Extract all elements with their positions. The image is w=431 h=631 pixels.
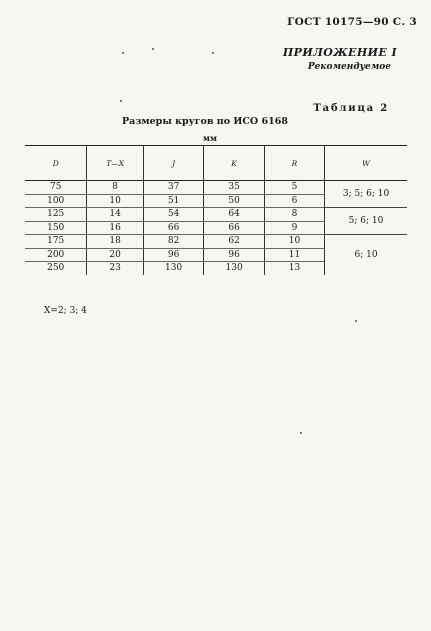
- table-cell: 35: [204, 181, 265, 195]
- table-cell: 130: [143, 262, 204, 275]
- table-cell: 130: [204, 262, 265, 275]
- scan-speck: [152, 48, 154, 50]
- table-cell: 150: [25, 221, 87, 235]
- w-group-cell: 6; 10: [325, 235, 407, 275]
- table-cell: 10: [264, 235, 324, 249]
- sizes-table: [25, 145, 407, 275]
- table-cell: 82: [143, 235, 204, 249]
- scan-speck: [355, 320, 357, 322]
- table-cell: 50: [204, 194, 265, 208]
- table-cell: 62: [204, 235, 265, 249]
- table-row: [25, 208, 407, 222]
- appendix-subtitle: Рекомендуемое: [307, 62, 391, 72]
- column-header-k: K: [204, 146, 265, 181]
- table-cell: 250: [47, 263, 65, 274]
- table-cell: 96: [204, 248, 265, 262]
- table-title: Размеры кругов по ИСО 6168: [122, 116, 288, 127]
- column-header-w: W: [325, 146, 407, 181]
- table-cell: 6: [264, 194, 324, 208]
- table-cell: 13: [264, 262, 324, 275]
- table-cell: 51: [143, 194, 204, 208]
- scan-speck: [212, 52, 214, 54]
- table-cell: 14: [87, 208, 143, 222]
- column-header-j: J: [143, 146, 204, 181]
- table-cell: 23: [87, 262, 143, 275]
- scan-speck: [122, 52, 124, 54]
- table-cell: 66: [143, 221, 204, 235]
- table-cell: 8: [87, 181, 143, 195]
- table-cell: 5: [264, 181, 324, 195]
- table-cell: 10: [87, 194, 143, 208]
- w-group-cell: 3; 5; 6; 10: [325, 181, 407, 208]
- table-cell: 64: [204, 208, 265, 222]
- table-cell: 11: [264, 248, 324, 262]
- table-header-row: [25, 146, 407, 181]
- appendix-title: ПРИЛОЖЕНИЕ I: [282, 46, 397, 59]
- table-cell: 54: [143, 208, 204, 222]
- table-cell: 18: [87, 235, 143, 249]
- table-cell: 175: [25, 235, 87, 249]
- column-header-d: D: [25, 146, 87, 181]
- unit-label: мм: [203, 133, 217, 143]
- table-cell: 16: [87, 221, 143, 235]
- table-cell: 75: [25, 181, 87, 195]
- table-cell: 8: [264, 208, 324, 222]
- table-cell: 125: [25, 208, 87, 222]
- scan-speck: [300, 432, 302, 434]
- table-label: Таблица 2: [313, 103, 389, 114]
- table-cell: 96: [143, 248, 204, 262]
- table-cell: 20: [87, 248, 143, 262]
- table-cell: 66: [204, 221, 265, 235]
- table-row: [25, 235, 407, 249]
- w-group-cell: 5; 6; 10: [325, 208, 407, 235]
- column-header-t-x: T—X: [87, 146, 143, 181]
- scan-speck: [120, 100, 122, 102]
- table-cell: 100: [25, 194, 87, 208]
- page-header-code: ГОСТ 10175—90 С. 3: [287, 16, 417, 28]
- table-footnote: X=2; 3; 4: [44, 306, 87, 316]
- column-header-r: R: [264, 146, 324, 181]
- table-cell: 200: [25, 248, 87, 262]
- table-row: [25, 181, 407, 195]
- table-cell: 9: [264, 221, 324, 235]
- table-cell: 37: [143, 181, 204, 195]
